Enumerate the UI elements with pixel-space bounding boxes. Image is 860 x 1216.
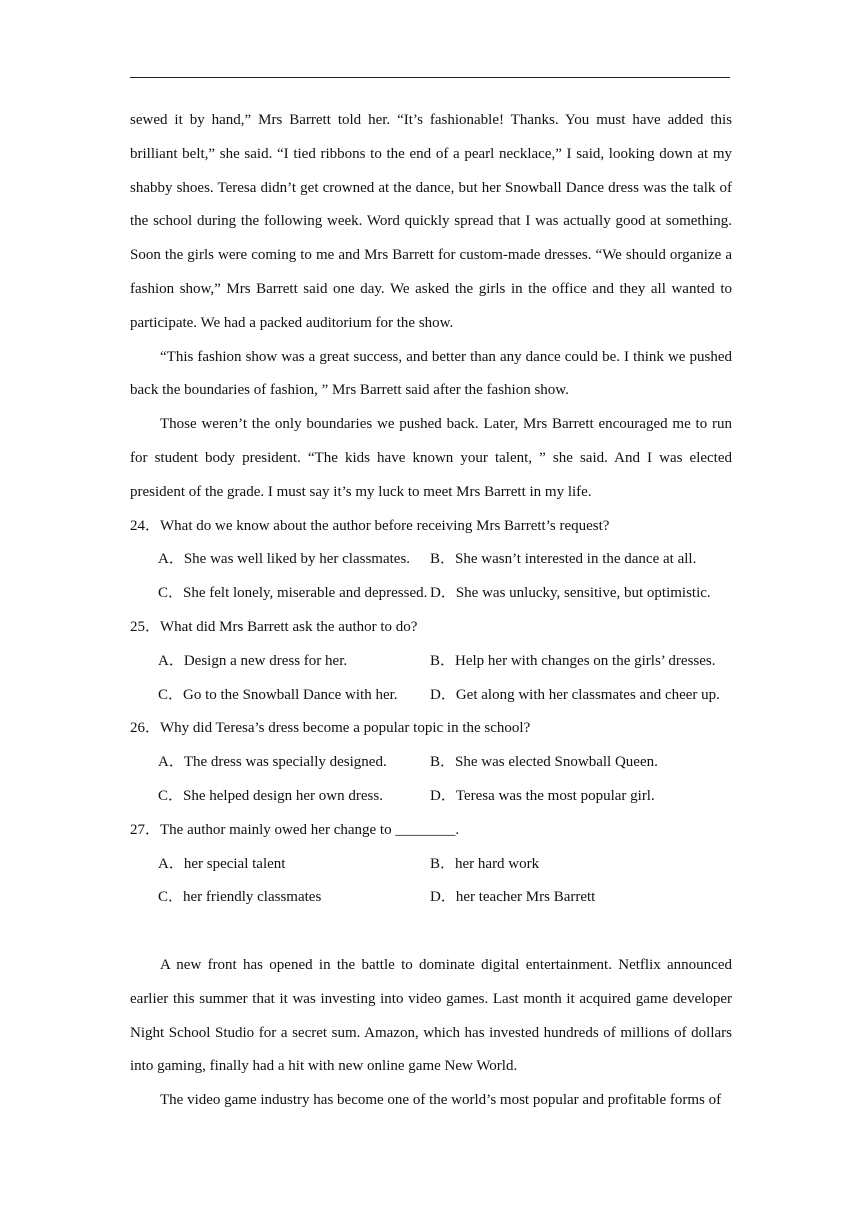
passage1-paragraph-2: “This fashion show was a great success, and better than any dance could be. I think we pushed back the boundaries of fashion, ” Mrs Barrett said after the fashion show. — [130, 348, 732, 399]
question-24-option-a: A．She was well liked by her classmates. — [158, 551, 411, 568]
question-26-text: 26．Why did Teresa’s dress become a popular topic in the school? — [130, 720, 531, 737]
question-25-option-b: B．Help her with changes on the girls’ dresses. — [430, 652, 716, 669]
question-24-text: 24．What do we know about the author before receiving Mrs Barrett’s request? — [130, 517, 610, 534]
question-24-options-row-2 — [130, 577, 732, 611]
question-27-option-c: C．her friendly classmates — [158, 889, 322, 906]
passage2-paragraph-1: A new front has opened in the battle to dominate digital entertainment. Netflix announced earlier this summer that it was investing into video games. Last month it acquired game developer Night School Studio for a secret sum. Amazon, which has invested hundreds of millions of dollars into gaming, finally had a hit with new online game New World. — [130, 956, 732, 1075]
question-26-option-d: D．Teresa was the most popular girl. — [430, 787, 655, 804]
question-25 — [130, 611, 732, 712]
passage1-paragraph-1: sewed it by hand,” Mrs Barrett told her. “It’s fashionable! Thanks. You must have added this brilliant belt,” she said. “I tied ribbons to the end of a pearl necklace,” I said, looking down at my shabby shoes. Teresa didn’t get crowned at the dance, but her Snowball Dance dress was the talk of the school during the following week. Word quickly spread that I was actually good at something. Soon the girls were coming to me and Mrs Barrett for custom-made dresses. “We should organize a fashion show,” Mrs Barrett said one day. We asked the girls in the office and they all wanted to participate. We had a packed auditorium for the show. — [130, 112, 732, 331]
question-27-option-d: D．her teacher Mrs Barrett — [430, 889, 596, 906]
passage2-paragraph-2: The video game industry has become one of the world’s most popular and profitable forms of — [160, 1092, 722, 1109]
question-27-option-b: B．her hard work — [430, 855, 540, 872]
question-27-text: 27．The author mainly owed her change to ________. — [130, 821, 460, 838]
question-26-option-a: A．The dress was specially designed. — [158, 754, 387, 771]
question-25-option-a: A．Design a new dress for her. — [158, 652, 348, 669]
question-24-option-c: C．She felt lonely, miserable and depressed. — [158, 585, 428, 602]
question-25-text: 25．What did Mrs Barrett ask the author to do? — [130, 618, 418, 635]
question-24-option-b: B．She wasn’t interested in the dance at all. — [430, 551, 697, 568]
passage1-paragraph-3: Those weren’t the only boundaries we pushed back. Later, Mrs Barrett encouraged me to run for student body president. “The kids have known your talent, ” she said. And I was elected president of the grade. I must say it’s my luck to meet Mrs Barrett in my life. — [130, 416, 732, 500]
question-27-options-row-2 — [130, 881, 732, 915]
section-spacer — [130, 915, 732, 949]
document-body — [130, 104, 732, 1118]
question-24-options-row-1 — [130, 543, 732, 577]
question-26-options-row-1 — [130, 746, 732, 780]
question-26-option-c: C．She helped design her own dress. — [158, 787, 383, 804]
question-27-options-row-1 — [130, 848, 732, 882]
question-25-option-d: D．Get along with her classmates and cheer up. — [430, 686, 720, 703]
question-24-option-d: D．She was unlucky, sensitive, but optimistic. — [430, 585, 711, 602]
question-25-options-row-1 — [130, 645, 732, 679]
question-27 — [130, 814, 732, 915]
question-26-options-row-2 — [130, 780, 732, 814]
question-25-options-row-2 — [130, 679, 732, 713]
question-27-option-a: A．her special talent — [158, 855, 286, 872]
question-26 — [130, 712, 732, 813]
question-26-option-b: B．She was elected Snowball Queen. — [430, 754, 658, 771]
question-25-option-c: C．Go to the Snowball Dance with her. — [158, 686, 398, 703]
question-24 — [130, 510, 732, 611]
header-rule — [130, 77, 730, 78]
